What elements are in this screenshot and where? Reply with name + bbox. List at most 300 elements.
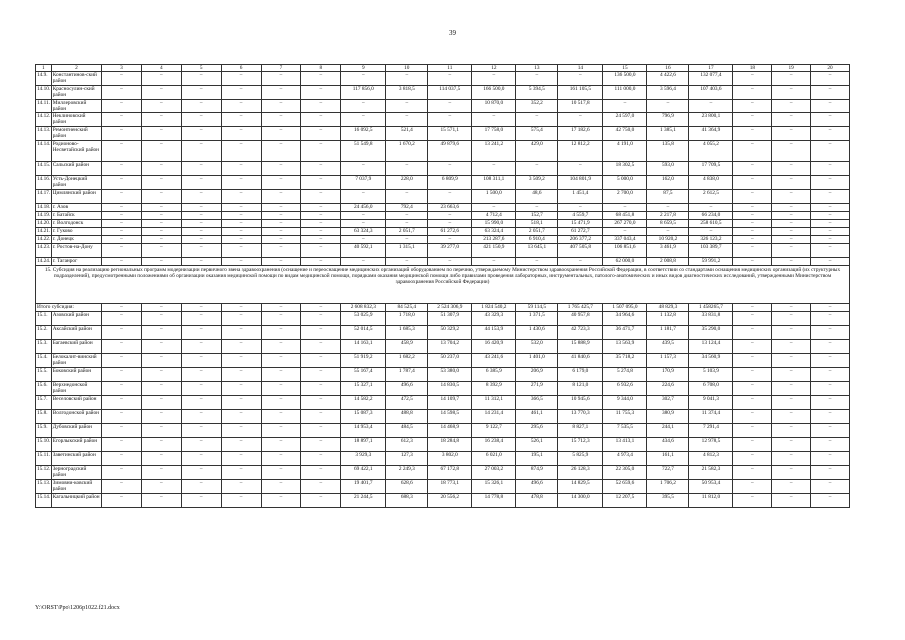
value-cell: – [102, 396, 142, 410]
value-cell: 1 181,7 [647, 326, 689, 340]
column-number-cell: 4 [141, 65, 181, 72]
value-cell: – [811, 382, 850, 396]
value-cell: – [141, 100, 181, 113]
value-cell: 11 312,1 [472, 396, 516, 410]
value-cell: 8 392,9 [472, 382, 516, 396]
value-cell: – [181, 258, 221, 266]
table-row [36, 86, 850, 100]
value-cell: 36 471,7 [603, 326, 647, 340]
value-cell: – [772, 220, 811, 228]
value-cell: – [261, 162, 301, 176]
value-cell: 407 505,8 [558, 244, 603, 258]
value-cell: – [141, 396, 181, 410]
value-cell: 5 394,5 [516, 86, 558, 100]
section-15-header [36, 266, 850, 312]
value-cell: – [772, 204, 811, 212]
value-cell: – [558, 258, 603, 266]
value-cell: – [102, 228, 142, 236]
value-cell: – [772, 176, 811, 190]
column-number-cell: 6 [221, 65, 261, 72]
value-cell: 16 238,4 [472, 438, 516, 452]
value-cell: 161,1 [647, 452, 689, 466]
section-title: 15. Субсидия на реализацию региональных программ модернизации первичного звена здравоохранения (оснащение и переоснащение медицинских организаций оборудованием по перечню, утверждаемому Министерством здравоохранения Российской Федерации, в соответствии со стандартами оснащения медицинских организаций (их структурных подразделений), предусмотренными положениями об организации оказания медицинской помощи по видам медицинской помощи, порядками оказания медицинской помощи либо правилами проведения лабораторных, инструментальных, патолого-анатомических и иных видов диагностических исследований, утвержденными Министерством здравоохранения Российской Федерации) [36, 266, 850, 304]
value-cell: 1 787,4 [386, 368, 428, 382]
value-cell: 4 559,7 [558, 212, 603, 220]
value-cell: 7 535,5 [603, 424, 647, 438]
value-cell: 15 888,9 [558, 340, 603, 354]
value-cell: 395,5 [647, 494, 689, 508]
value-cell: 41 364,9 [689, 127, 733, 141]
value-cell: – [102, 438, 142, 452]
value-cell: – [772, 190, 811, 204]
value-cell: – [733, 480, 772, 494]
value-cell: – [102, 368, 142, 382]
table-row [36, 480, 850, 494]
value-cell: – [301, 452, 341, 466]
value-cell: – [102, 258, 142, 266]
value-cell: 68 451,8 [603, 212, 647, 220]
value-cell: – [181, 326, 221, 340]
value-cell: 1 706,2 [647, 480, 689, 494]
value-cell: 17 182,6 [558, 127, 603, 141]
row-number-cell: 14.14. [36, 141, 52, 162]
value-cell: – [811, 312, 850, 326]
value-cell: 10 945,6 [558, 396, 603, 410]
value-cell: – [221, 466, 261, 480]
value-cell: 106 851,6 [603, 244, 647, 258]
row-number-cell: 15.5. [36, 368, 52, 382]
value-cell: 117 856,0 [341, 86, 386, 100]
value-cell: – [141, 127, 181, 141]
value-cell: 575,4 [516, 127, 558, 141]
value-cell: 19 401,7 [341, 480, 386, 494]
value-cell: – [301, 204, 341, 212]
value-cell: 461,1 [516, 410, 558, 424]
value-cell: 50 237,0 [428, 354, 472, 368]
value-cell: 1 385,1 [647, 127, 689, 141]
value-cell: – [141, 340, 181, 354]
row-name-cell: Егорлыкский район [51, 438, 101, 452]
value-cell: – [811, 113, 850, 127]
value-cell: – [472, 113, 516, 127]
budget-table [35, 64, 850, 508]
value-cell: – [141, 236, 181, 244]
value-cell: – [102, 326, 142, 340]
value-cell: 15 326,1 [472, 480, 516, 494]
value-cell: – [558, 72, 603, 86]
value-cell: – [221, 396, 261, 410]
total-value-cell: 1 507 095,0 [603, 304, 647, 312]
table-row [36, 141, 850, 162]
value-cell: 6 179,0 [558, 368, 603, 382]
value-cell: – [221, 312, 261, 326]
value-cell: 12 978,5 [689, 438, 733, 452]
value-cell: 8 659,5 [647, 220, 689, 228]
total-value-cell: 59 114,5 [516, 304, 558, 312]
value-cell: 478,8 [516, 494, 558, 508]
value-cell: – [181, 480, 221, 494]
value-cell: – [181, 410, 221, 424]
value-cell: – [772, 244, 811, 258]
value-cell: – [102, 176, 142, 190]
value-cell: 66 234,0 [689, 212, 733, 220]
value-cell: – [689, 100, 733, 113]
value-cell: 258 610,5 [689, 220, 733, 228]
value-cell: 34 560,9 [689, 354, 733, 368]
value-cell: – [181, 72, 221, 86]
total-value-cell: 1 765 425,7 [558, 304, 603, 312]
value-cell: 17 758,0 [472, 127, 516, 141]
value-cell: – [102, 452, 142, 466]
value-cell: – [428, 258, 472, 266]
value-cell: – [102, 127, 142, 141]
row-number-cell: 15.10. [36, 438, 52, 452]
value-cell: – [341, 162, 386, 176]
value-cell: – [221, 86, 261, 100]
table-row [36, 212, 850, 220]
value-cell: – [261, 190, 301, 204]
column-number-cell: 8 [301, 65, 341, 72]
row-number-cell: 15.9. [36, 424, 52, 438]
row-number-cell: 14.10. [36, 86, 52, 100]
total-value-cell: – [811, 304, 850, 312]
value-cell: – [558, 113, 603, 127]
value-cell: – [261, 326, 301, 340]
total-value-cell: – [141, 304, 181, 312]
value-cell: 244,1 [647, 424, 689, 438]
row-number-cell: 14.18. [37, 204, 51, 210]
row-name-cell: Миллеровский район [51, 100, 101, 113]
value-cell: – [221, 354, 261, 368]
table-row [36, 228, 850, 236]
value-cell: – [141, 494, 181, 508]
value-cell: – [428, 162, 472, 176]
total-value-cell: – [733, 304, 772, 312]
value-cell: – [181, 141, 221, 162]
total-value-cell: 2 608 832,3 [341, 304, 386, 312]
value-cell: – [261, 312, 301, 326]
value-cell: – [221, 494, 261, 508]
value-cell: – [733, 466, 772, 480]
value-cell: – [221, 162, 261, 176]
value-cell: – [811, 236, 850, 244]
value-cell: 51 549,8 [341, 141, 386, 162]
value-cell: – [811, 452, 850, 466]
value-cell: 166 500,0 [472, 86, 516, 100]
value-cell: – [141, 72, 181, 86]
value-cell: 63 324,4 [472, 228, 516, 236]
value-cell: – [301, 382, 341, 396]
value-cell: – [221, 204, 261, 212]
value-cell: – [733, 382, 772, 396]
value-cell: 4 812,3 [689, 452, 733, 466]
value-cell: – [341, 190, 386, 204]
value-cell: 5 274,8 [603, 368, 647, 382]
row-name-cell: г. Азов [51, 204, 101, 212]
row-number-cell: 15.3. [36, 340, 52, 354]
value-cell: 3 596,4 [647, 86, 689, 100]
value-cell: – [301, 228, 341, 236]
value-cell: – [141, 162, 181, 176]
table-row [36, 236, 850, 244]
column-number-cell: 9 [341, 65, 386, 72]
total-value-cell: 1 458265,7 [689, 304, 733, 312]
row-name-cell: Усть-Донецкий район [51, 176, 101, 190]
value-cell: 52 659,6 [603, 480, 647, 494]
value-cell: 40 592,1 [341, 244, 386, 258]
table-row [36, 410, 850, 424]
value-cell: – [772, 424, 811, 438]
value-cell: – [181, 312, 221, 326]
value-cell: 111 000,0 [603, 86, 647, 100]
value-cell: – [428, 212, 472, 220]
value-cell: – [301, 340, 341, 354]
value-cell: 4 191,0 [603, 141, 647, 162]
value-cell: – [301, 220, 341, 228]
value-cell: 107 403,6 [689, 86, 733, 100]
value-cell: 1 451,4 [558, 190, 603, 204]
row-number-cell: 14.15. [36, 162, 52, 176]
value-cell: – [772, 72, 811, 86]
value-cell: 688,3 [386, 494, 428, 508]
value-cell: – [733, 424, 772, 438]
value-cell: – [811, 212, 850, 220]
value-cell: – [181, 382, 221, 396]
value-cell: – [102, 72, 142, 86]
value-cell: 6 910,4 [516, 236, 558, 244]
table-row [36, 176, 850, 190]
table-row [36, 494, 850, 508]
value-cell: – [221, 452, 261, 466]
table-row [36, 438, 850, 452]
value-cell: – [811, 100, 850, 113]
value-cell: 206,9 [516, 368, 558, 382]
value-cell: 2 051,7 [516, 228, 558, 236]
value-cell: – [102, 466, 142, 480]
value-cell: – [811, 228, 850, 236]
value-cell: 170,9 [647, 368, 689, 382]
value-cell: – [689, 204, 733, 212]
value-cell: – [221, 480, 261, 494]
value-cell: – [386, 258, 428, 266]
value-cell: 1 718,0 [386, 312, 428, 326]
table-row [36, 326, 850, 340]
value-cell: 439,5 [647, 340, 689, 354]
value-cell: – [301, 212, 341, 220]
value-cell: – [341, 258, 386, 266]
value-cell: – [181, 438, 221, 452]
value-cell: 13 124,4 [689, 340, 733, 354]
value-cell: – [141, 368, 181, 382]
value-cell: – [102, 382, 142, 396]
row-name-cell: Белокалит-винский район [51, 354, 101, 368]
value-cell: – [386, 220, 428, 228]
value-cell: – [102, 354, 142, 368]
value-cell: 593,0 [647, 162, 689, 176]
value-cell: 434,6 [647, 438, 689, 452]
row-name-cell: г. Гуково [51, 228, 101, 236]
value-cell: – [102, 190, 142, 204]
value-cell: – [472, 204, 516, 212]
column-number-cell: 12 [472, 65, 516, 72]
row-number-cell: 15.7. [36, 396, 52, 410]
value-cell: – [221, 100, 261, 113]
value-cell: – [733, 212, 772, 220]
value-cell: – [647, 204, 689, 212]
value-cell: – [772, 340, 811, 354]
value-cell: – [341, 72, 386, 86]
value-cell: – [221, 258, 261, 266]
rows-section-15 [36, 312, 850, 508]
column-number-cell: 20 [811, 65, 850, 72]
value-cell: – [141, 480, 181, 494]
value-cell: 1 371,5 [516, 312, 558, 326]
rows-section-14 [36, 65, 850, 266]
value-cell: 213 287,6 [472, 236, 516, 244]
value-cell: – [141, 204, 181, 212]
row-name-cell: Веселовский район [51, 396, 101, 410]
row-number-cell: 14.20. [37, 220, 51, 226]
row-name-cell: Волгодонской район [51, 410, 101, 424]
value-cell: – [472, 162, 516, 176]
value-cell: 4 838,0 [689, 176, 733, 190]
value-cell: 5 825,9 [558, 452, 603, 466]
value-cell: 14 468,9 [428, 424, 472, 438]
value-cell: 366,5 [516, 396, 558, 410]
value-cell: – [558, 162, 603, 176]
value-cell: 161 105,5 [558, 86, 603, 100]
value-cell: 6 809,9 [428, 176, 472, 190]
value-cell: 49 879,6 [428, 141, 472, 162]
value-cell: 5 103,9 [689, 368, 733, 382]
value-cell: 53 025,9 [341, 312, 386, 326]
row-number-cell: 14.12. [36, 113, 52, 127]
value-cell: – [811, 190, 850, 204]
value-cell: – [141, 410, 181, 424]
value-cell: 63 324,3 [341, 228, 386, 236]
value-cell: – [811, 141, 850, 162]
value-cell: – [811, 72, 850, 86]
table-row [36, 368, 850, 382]
value-cell: 14 300,0 [558, 494, 603, 508]
column-number-cell: 13 [516, 65, 558, 72]
row-name-cell: Верхнедонской район [51, 382, 101, 396]
value-cell: 12 812,2 [558, 141, 603, 162]
value-cell: 206 377,2 [558, 236, 603, 244]
value-cell: – [733, 258, 772, 266]
value-cell: – [516, 72, 558, 86]
value-cell: – [772, 368, 811, 382]
table-row [36, 340, 850, 354]
value-cell: – [301, 236, 341, 244]
value-cell: – [811, 162, 850, 176]
value-cell: – [261, 396, 301, 410]
value-cell: 24 597,0 [603, 113, 647, 127]
row-number-cell: 15.14. [36, 494, 52, 508]
value-cell: – [516, 258, 558, 266]
value-cell: – [261, 340, 301, 354]
column-number-cell: 17 [689, 65, 733, 72]
value-cell: – [141, 190, 181, 204]
value-cell: 16 092,5 [341, 127, 386, 141]
row-name-cell: Заветинский район [51, 452, 101, 466]
value-cell: – [181, 452, 221, 466]
value-cell: – [301, 480, 341, 494]
row-name-cell: Дубовский район [51, 424, 101, 438]
row-number-cell: 14.24. [37, 258, 51, 264]
value-cell: – [772, 258, 811, 266]
value-cell: – [141, 212, 181, 220]
row-name-cell: г. Ростов-на-Дону [51, 244, 101, 258]
value-cell: 488,8 [386, 410, 428, 424]
value-cell: 14 163,1 [341, 340, 386, 354]
value-cell: 15 712,3 [558, 438, 603, 452]
value-cell: – [772, 86, 811, 100]
value-cell: 484,5 [386, 424, 428, 438]
table-row [36, 244, 850, 258]
value-cell: 8 121,0 [558, 382, 603, 396]
value-cell: – [386, 236, 428, 244]
row-name-cell: Зимовни-ковский район [51, 480, 101, 494]
value-cell: – [102, 340, 142, 354]
value-cell: – [811, 258, 850, 266]
value-cell: 612,3 [386, 438, 428, 452]
value-cell: 2 700,0 [603, 190, 647, 204]
value-cell: – [261, 113, 301, 127]
value-cell: 4 973,4 [603, 452, 647, 466]
value-cell: – [261, 236, 301, 244]
value-cell: 44 153,9 [472, 326, 516, 340]
value-cell: – [102, 220, 142, 228]
value-cell: 4 055,2 [689, 141, 733, 162]
value-cell: 162,0 [647, 176, 689, 190]
column-number-cell: 11 [428, 65, 472, 72]
value-cell: 15 327,1 [341, 382, 386, 396]
table-row [36, 220, 850, 228]
row-number-cell: 14.9. [36, 72, 52, 86]
value-cell: 6 021,0 [472, 452, 516, 466]
value-cell: 6 932,6 [603, 382, 647, 396]
value-cell: – [428, 72, 472, 86]
value-cell: – [341, 100, 386, 113]
total-label: Итого субсидия: [36, 304, 102, 312]
value-cell: – [261, 212, 301, 220]
value-cell: 7 291,4 [689, 424, 733, 438]
value-cell: – [772, 127, 811, 141]
value-cell: 14 598,5 [428, 410, 472, 424]
value-cell: 1 157,3 [647, 354, 689, 368]
value-cell: – [472, 72, 516, 86]
value-cell: 352,2 [516, 100, 558, 113]
value-cell: – [772, 354, 811, 368]
value-cell: – [733, 236, 772, 244]
value-cell: – [733, 244, 772, 258]
value-cell: – [301, 100, 341, 113]
value-cell: – [301, 244, 341, 258]
value-cell: 14 231,4 [472, 410, 516, 424]
value-cell: 18 897,1 [341, 438, 386, 452]
file-path-footer: Y:\ORST\Ppo\1206p1022.f21.docx [35, 605, 120, 611]
value-cell: – [181, 466, 221, 480]
value-cell: – [733, 438, 772, 452]
value-cell: 27 003,2 [472, 466, 516, 480]
value-cell: 42 750,0 [603, 127, 647, 141]
value-cell: – [811, 410, 850, 424]
total-value-cell: – [221, 304, 261, 312]
value-cell: 50 953,4 [689, 480, 733, 494]
value-cell: – [261, 494, 301, 508]
value-cell: – [772, 141, 811, 162]
